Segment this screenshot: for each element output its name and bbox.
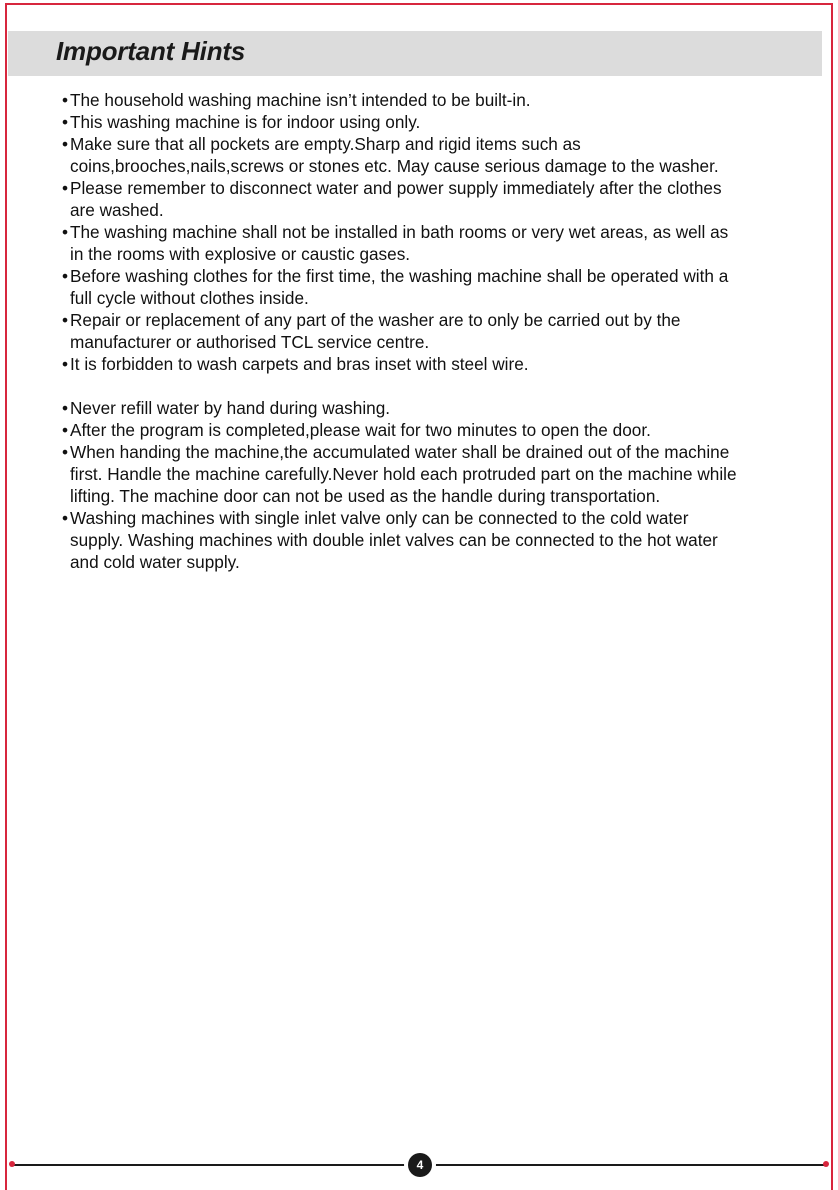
bullet-icon: • [62,354,69,374]
hint-text: When handing the machine,the accumulated water shall be drained out of the machine first. Handle the machine carefully.Never hold each protruded part on the machine while lifting. The machine door can not be used as the handle during transportation. [70,442,737,506]
hint-item [62,89,742,111]
footer-dot-left-icon [9,1161,15,1167]
footer-dot-right-icon [823,1161,829,1167]
hint-text: Never refill water by hand during washing. [70,398,391,418]
hint-item [62,221,742,265]
hint-text: Make sure that all pockets are empty.Sharp and rigid items such as coins,brooches,nails,screws or stones etc. May cause serious damage to the washer. [70,134,719,176]
hint-text: The household washing machine isn’t intended to be built-in. [70,90,531,110]
hint-item [62,111,742,133]
hints-list [62,89,742,573]
hint-text: The washing machine shall not be installed in bath rooms or very wet areas, as well as in the rooms with explosive or caustic gases. [70,222,729,264]
hint-item [62,419,742,441]
bullet-icon: • [62,134,69,154]
hint-text: After the program is completed,please wait for two minutes to open the door. [70,420,651,440]
bullet-icon: • [62,508,69,528]
hint-text: Before washing clothes for the first time, the washing machine shall be operated with a full cycle without clothes inside. [70,266,729,308]
bullet-icon: • [62,90,69,110]
hint-text: Please remember to disconnect water and power supply immediately after the clothes are washed. [70,178,722,220]
hint-item [62,177,742,221]
bullet-icon: • [62,442,69,462]
bullet-icon: • [62,398,69,418]
hint-text: This washing machine is for indoor using only. [70,112,421,132]
bullet-icon: • [62,310,69,330]
hint-item [62,133,742,177]
hint-item [62,353,742,375]
page-border-left [5,3,7,1190]
bullet-icon: • [62,222,69,242]
hint-item [62,309,742,353]
page-title: Important Hints [56,36,246,66]
page-border-right [831,3,833,1190]
bullet-icon: • [62,178,69,198]
hint-item [62,507,742,573]
bullet-icon: • [62,420,69,440]
hint-text: Washing machines with single inlet valve only can be connected to the cold water supply. Washing machines with double inlet valves can be connected to the hot water and cold water supply. [70,508,718,572]
hint-item [62,441,742,507]
hint-text: Repair or replacement of any part of the washer are to only be carried out by the manufacturer or authorised TCL service centre. [70,310,681,352]
hint-item [62,397,742,419]
page-number: 4 [408,1153,432,1177]
hint-text: It is forbidden to wash carpets and bras inset with steel wire. [70,354,529,374]
hint-item [62,265,742,309]
bullet-icon: • [62,112,69,132]
page-border-top [5,3,833,5]
bullet-icon: • [62,266,69,286]
